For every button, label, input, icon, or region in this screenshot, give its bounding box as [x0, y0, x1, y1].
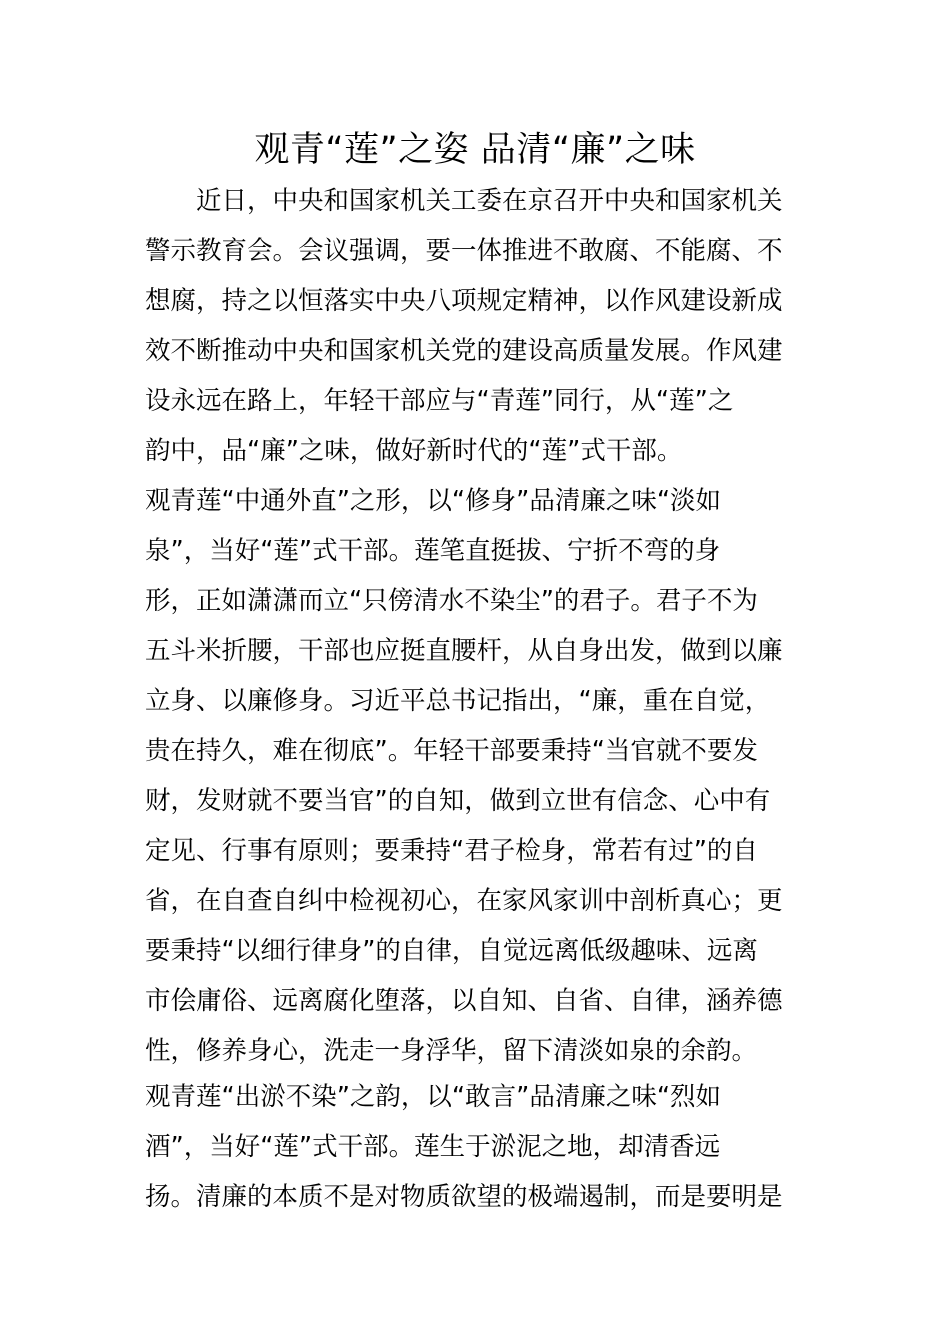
text-line: 五斗米折腰，干部也应挺直腰杆，从自身出发，做到以廉: [145, 636, 783, 666]
text-line: 立身、以廉修身。习近平总书记指出，“廉，重在自觉，: [145, 686, 771, 716]
text-line: 扬。清廉的本质不是对物质欲望的极端遏制，而是要明是: [145, 1182, 783, 1212]
text-line: 性，修养身心，洗走一身浮华，留下清淡如泉的余韵。: [145, 1036, 758, 1066]
text-line: 定见、行事有原则；要秉持“君子检身，常若有过”的自: [145, 836, 758, 866]
text-line: 泉”，当好“莲”式干部。莲笔直挺拔、宁折不弯的身: [145, 536, 721, 566]
text-line: 近日，中央和国家机关工委在京召开中央和国家机关: [145, 186, 783, 216]
document-title: 观青“莲”之姿 品清“廉”之味: [254, 130, 696, 170]
text-line: 贵在持久，难在彻底”。年轻干部要秉持“当官就不要发: [145, 736, 758, 766]
text-line: 省，在自查自纠中检视初心，在家风家训中剖析真心；更: [145, 886, 783, 916]
text-line: 设永远在路上，年轻干部应与“青莲”同行，从“莲”之: [145, 386, 734, 416]
text-line: 警示教育会。会议强调，要一体推进不敢腐、不能腐、不: [145, 236, 783, 266]
text-line: 市侩庸俗、远离腐化堕落，以自知、自省、自律，涵养德: [145, 986, 783, 1016]
text-line: 观青莲“中通外直”之形，以“修身”品清廉之味“淡如: [145, 486, 722, 516]
paragraph-1: [145, 176, 807, 476]
text-line: 酒”，当好“莲”式干部。莲生于淤泥之地，却清香远: [145, 1132, 721, 1162]
paragraph-3: [145, 1072, 807, 1222]
paragraph-2: [145, 476, 807, 1076]
text-line: 观青莲“出淤不染”之韵，以“敢言”品清廉之味“烈如: [145, 1082, 722, 1112]
text-line: 韵中，品“廉”之味，做好新时代的“莲”式干部。: [145, 436, 683, 466]
text-line: 要秉持“以细行律身”的自律，自觉远离低级趣味、远离: [145, 936, 758, 966]
text-line: 形，正如潇潇而立“只傍清水不染尘”的君子。君子不为: [145, 586, 758, 616]
text-line: 财，发财就不要当官”的自知，做到立世有信念、心中有: [145, 786, 771, 816]
text-line: 想腐，持之以恒落实中央八项规定精神，以作风建设新成: [145, 286, 783, 316]
text-line: 效不断推动中央和国家机关党的建设高质量发展。作风建: [145, 336, 783, 366]
